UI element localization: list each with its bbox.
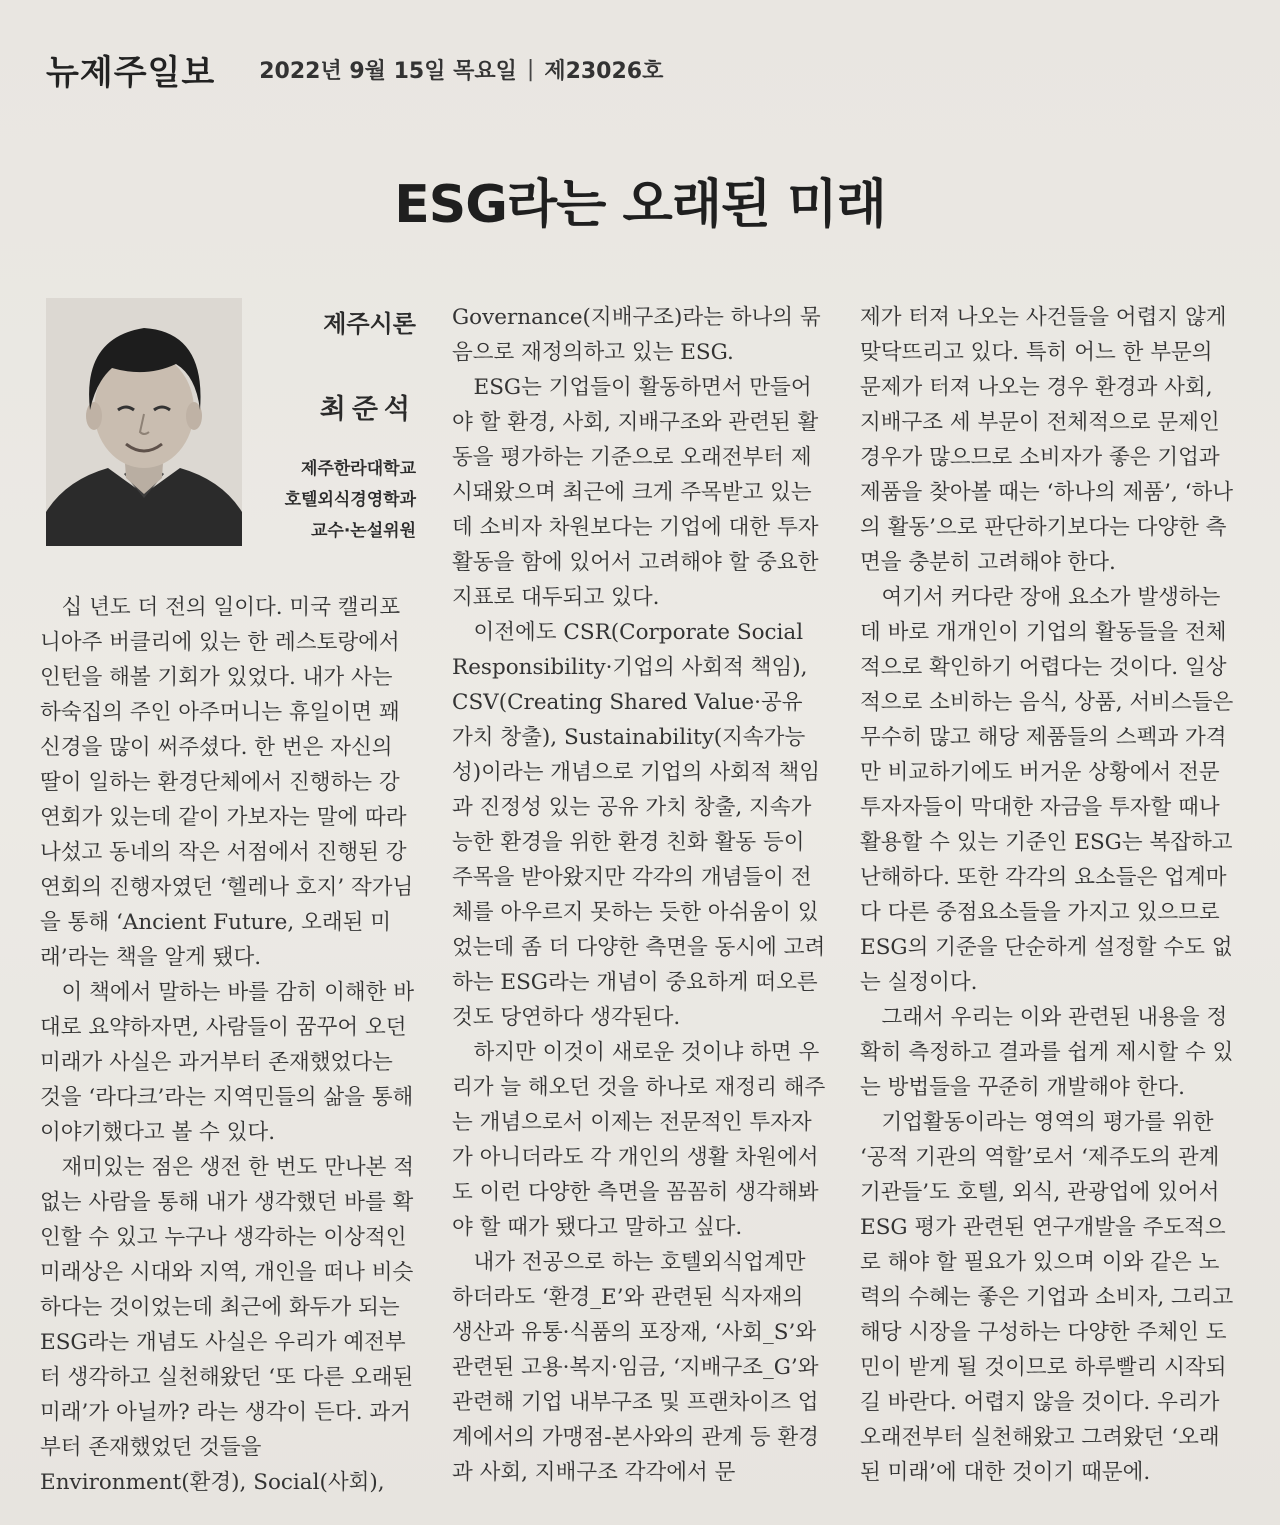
article-column-2 bbox=[452, 300, 830, 1490]
author-name: 최준석 bbox=[319, 394, 416, 425]
article-paragraph: 십 년도 더 전의 일이다. 미국 캘리포니아주 버클리에 있는 한 레스토랑에서 인턴을 해볼 기회가 있었다. 내가 사는 하숙집의 주인 아주머니는 휴일이면 꽤 신경을 많이 써주셨다. 한 번은 자신의 딸이 일하는 환경단체에서 진행하는 강연회가 있는데 같이 가보자는 말에 따라나섰고 동네의 작은 서점에서 진행된 강연회의 진행자였던 ‘헬레나 호지’ 작가님을 통해 ‘Ancient Future, 오래된 미래’라는 책을 알게 됐다. bbox=[40, 595, 414, 970]
article-paragraph: 그래서 우리는 이와 관련된 내용을 정확히 측정하고 결과를 쉽게 제시할 수 있는 방법들을 꾸준히 개발해야 한다. bbox=[860, 1005, 1234, 1100]
issue-separator: | bbox=[526, 56, 535, 82]
article-paragraph: 기업활동이라는 영역의 평가를 위한 ‘공적 기관의 역할’로서 ‘제주도의 관계 기관들’도 호텔, 외식, 관광업에 있어서 ESG 평가 관련된 연구개발을 주도적으로 해야 할 필요가 있으며 이와 같은 노력의 수혜는 좋은 기업과 소비자, 그리고 해당 시장을 구성하는 다양한 주체인 도민이 받게 될 것이므로 하루빨리 시작되길 바란다. 어렵지 않을 것이다. 우리가 오래전부터 실천해왔고 그려왔던 ‘오래된 미래’에 대한 것이기 때문에. bbox=[860, 1110, 1234, 1485]
article-paragraph: Governance(지배구조)라는 하나의 묶음으로 재정의하고 있는 ESG. bbox=[452, 305, 821, 365]
article-paragraph: 내가 전공으로 하는 호텔외식업계만 하더라도 ‘환경_E’와 관련된 식자재의 생산과 유통·식품의 포장재, ‘사회_S’와 관련된 고용·복지·임금, ‘지배구조_G’와 관련해 기업 내부구조 및 프랜차이즈 업계에서의 가맹점-본사와의 관계 등 환경과 사회, 지배구조 각각에서 문 bbox=[452, 1250, 819, 1485]
article-paragraph: 제가 터져 나오는 사건들을 어렵지 않게 맞닥뜨리고 있다. 특히 어느 한 부문의 문제가 터져 나오는 경우 환경과 사회, 지배구조 세 부문이 전체적으로 문제인 경우가 많으므로 소비자가 좋은 기업과 제품을 찾아볼 때는 ‘하나의 제품’, ‘하나의 활동’으로 판단하기보다는 다양한 측면을 충분히 고려해야 한다. bbox=[860, 305, 1234, 575]
author-affiliation-line: 제주한라대학교 bbox=[301, 459, 416, 479]
author-affiliation-line: 교수·논설위원 bbox=[311, 521, 416, 541]
article-column-1 bbox=[40, 590, 420, 1500]
article-paragraph: 이전에도 CSR(Corporate Social Responsibility·기업의 사회적 책임), CSV(Creating Shared Value·공유 가치 창출), Sustainability(지속가능성)이라는 개념으로 기업의 사회적 책임과 진정성 있는 공유 가치 창출, 지속가능한 환경을 위한 환경 친화 활동 등이 주목을 받아왔지만 각각의 개념들이 전체를 아우르지 못하는 듯한 아쉬움이 있었는데 좀 더 다양한 측면을 동시에 고려하는 ESG라는 개념이 중요하게 떠오른 것도 당연하다 생각된다. bbox=[452, 620, 826, 1030]
article-paragraph: 여기서 커다란 장애 요소가 발생하는데 바로 개개인이 기업의 활동들을 전체적으로 확인하기 어렵다는 것이다. 일상적으로 소비하는 음식, 상품, 서비스들은 무수히 많고 해당 제품들의 스펙과 가격만 비교하기에도 버거운 상황에서 전문 투자자들이 막대한 자금을 투자할 때나 활용할 수 있는 기준인 ESG는 복잡하고 난해하다. 또한 각각의 요소들은 업계마다 다른 중점요소들을 가지고 있으므로 ESG의 기준을 단순하게 설정할 수도 없는 실정이다. bbox=[860, 585, 1234, 995]
article-paragraph: 하지만 이것이 새로운 것이냐 하면 우리가 늘 해오던 것을 하나로 재정리 해주는 개념으로서 이제는 전문적인 투자자가 아니더라도 각 개인의 생활 차원에서도 이런 다양한 측면을 꼼꼼히 생각해봐야 할 때가 됐다고 말하고 싶다. bbox=[452, 1040, 826, 1240]
author-photo bbox=[46, 298, 242, 546]
article-paragraph: ESG는 기업들이 활동하면서 만들어야 할 환경, 사회, 지배구조와 관련된 활동을 평가하는 기준으로 오래전부터 제시돼왔으며 최근에 크게 주목받고 있는데 소비자 차원보다는 기업에 대한 투자 활동을 함에 있어서 고려해야 할 중요한 지표로 대두되고 있다. bbox=[452, 375, 819, 610]
issue-info bbox=[259, 54, 663, 85]
article-headline: ESG라는 오래된 미래 bbox=[394, 175, 886, 235]
paper-name: 뉴제주일보 bbox=[46, 52, 216, 93]
article-paragraph: 재미있는 점은 생전 한 번도 만나본 적 없는 사람을 통해 내가 생각했던 바를 확인할 수 있고 누구나 생각하는 이상적인 미래상은 시대와 지역, 개인을 떠나 비슷하다는 것이었는데 최근에 화두가 되는 ESG라는 개념도 사실은 우리가 예전부터 생각하고 실천해왔던 ‘또 다른 오래된 미래’가 아닐까? 라는 생각이 든다. 과거부터 존재했었던 것들을 Environment(환경), Social(사회), bbox=[40, 1155, 415, 1495]
column-name: 제주시론 bbox=[323, 310, 416, 338]
masthead bbox=[46, 44, 663, 94]
author-affiliation-line: 호텔외식경영학과 bbox=[284, 490, 416, 510]
issue-date: 2022년 9월 15일 목요일 bbox=[259, 58, 517, 84]
issue-number: 제23026호 bbox=[544, 58, 664, 84]
article-column-3 bbox=[860, 300, 1240, 1490]
byline bbox=[250, 300, 416, 547]
article-paragraph: 이 책에서 말하는 바를 감히 이해한 바대로 요약하자면, 사람들이 꿈꾸어 오던 미래가 사실은 과거부터 존재했었다는 것을 ‘라다크’라는 지역민들의 삶을 통해 이야기했다고 볼 수 있다. bbox=[40, 980, 415, 1145]
